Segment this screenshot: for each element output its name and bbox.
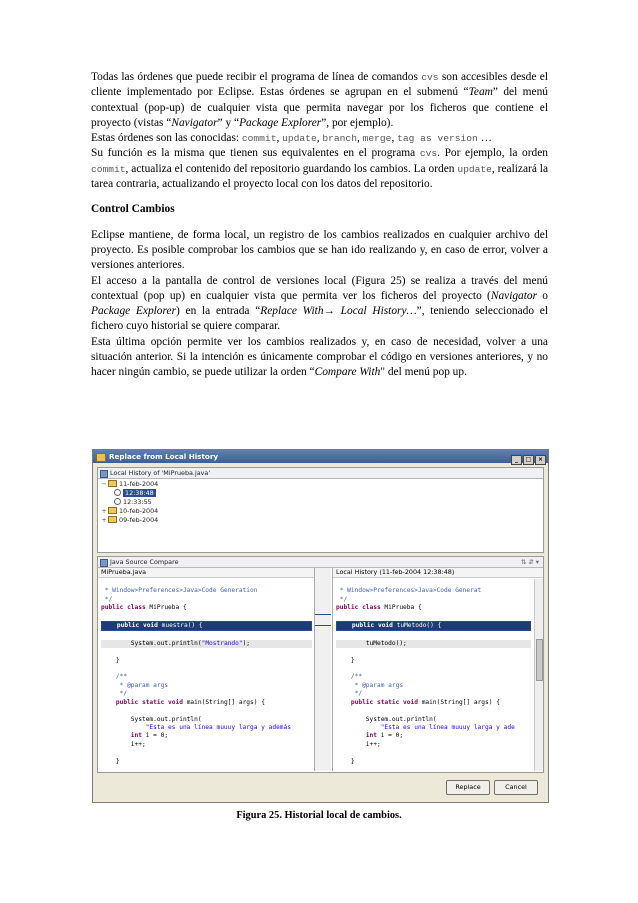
tree-item-date[interactable] (101, 480, 543, 489)
code-line: } (336, 757, 355, 765)
left-code-editor[interactable] (101, 579, 312, 769)
code-line: * Window>Preferences>Java>Code Generation (101, 587, 258, 595)
code-commit: commit (91, 163, 126, 175)
paragraph-local-history: Eclipse mantiene, de forma local, un registro de los cambios realizados en cualquier archivo del proyecto. Es posible comprobar los cambios que se han ido realizando y, en caso de error, volver a versiones anteriores. (91, 228, 548, 272)
text: ) en la entrada “ (176, 305, 261, 318)
code-line: System.out.println( (101, 715, 202, 723)
term-navigator: Navigator (171, 116, 218, 129)
panel-toolbar-icons[interactable]: ⇅ ⇵ ▾ (521, 558, 539, 566)
code-line: public class MiPrueba { (101, 604, 187, 612)
paragraph-access (91, 274, 548, 335)
tree-item-date[interactable] (101, 516, 543, 525)
tree-item-label: 10-feb-2004 (119, 507, 159, 515)
minimize-icon[interactable]: _ (511, 455, 522, 465)
local-history-panel (97, 467, 544, 553)
code-line: System.out.println( (336, 715, 437, 723)
text: … (477, 132, 493, 145)
scrollbar-thumb[interactable] (536, 639, 543, 681)
expander-icon[interactable]: + (101, 516, 107, 524)
replace-button[interactable]: Replace (446, 780, 490, 795)
code-line: } (101, 757, 120, 765)
code-line: public static void main(String[] args) { (101, 698, 265, 706)
folder-icon (108, 516, 117, 523)
term-navigator: Navigator (490, 289, 538, 302)
code-line: i++; (336, 740, 381, 748)
text: , realizará la tarea contraria, actualizando el proyecto local con los datos del repositorio. (91, 162, 548, 191)
panel-header (98, 557, 543, 568)
right-compare-pane (332, 568, 543, 771)
tree-item-label: 09-feb-2004 (119, 516, 159, 524)
code-cvs: cvs (419, 148, 438, 160)
cancel-button[interactable]: Cancel (494, 780, 538, 795)
code-line: tuMetodo(); (336, 640, 531, 648)
code-commit: commit (241, 133, 277, 145)
right-code-editor[interactable] (336, 579, 531, 769)
folder-icon (108, 480, 117, 487)
left-compare-pane (98, 568, 315, 771)
term-compare-with: Compare With (314, 366, 381, 379)
code-merge: merge (362, 133, 392, 145)
tree-item-time[interactable] (101, 498, 543, 507)
expander-icon[interactable]: + (101, 507, 107, 515)
paragraph-intro (91, 70, 548, 131)
clock-icon (114, 498, 121, 505)
text: Esta última opción permite ver los cambios realizados y, en caso de necesidad, volver a una situación anterior. Si la intención es únicamente comprobar el código en versiones anteriores, y no hacer ningún cambio, se puede utilizar la orden “ (91, 335, 548, 379)
maximize-icon[interactable]: □ (523, 455, 534, 465)
text: , actualiza el contenido del repositorio guardando los cambios. La orden (125, 162, 458, 175)
figure-caption: Figura 25. Historial local de cambios. (236, 810, 402, 821)
code-line: int i = 0; (101, 732, 169, 740)
code-line: * Window>Preferences>Java>Code Generat (336, 587, 482, 595)
text: ”, teniendo seleccionado el fichero cuyo historial se quiere comparar. (91, 305, 548, 333)
diff-highlight-line: public void tuMetodo() { (336, 621, 531, 631)
clock-icon (114, 489, 121, 496)
close-icon[interactable]: × (535, 455, 546, 465)
code-line: i++; (101, 740, 146, 748)
code-line: public static void main(String[] args) { (336, 698, 500, 706)
code-line: */ (101, 595, 113, 603)
tree-item-date[interactable] (101, 507, 543, 516)
tree-item-label: 11-feb-2004 (119, 480, 159, 488)
code-line: "Esta es una línea muuuy larga y ade (336, 723, 515, 731)
separator: , (316, 132, 323, 145)
code-line: public class MiPrueba { (336, 604, 422, 612)
separator: , (356, 132, 363, 145)
diff-connector (315, 614, 331, 626)
left-pane-title: MiPrueba.java (98, 568, 314, 578)
dialog-titlebar (93, 450, 548, 463)
paragraph-commands (91, 131, 548, 146)
code-branch: branch (322, 133, 357, 145)
history-tree (98, 479, 543, 525)
code-line: /** (101, 673, 128, 681)
text: Su función es la misma que tienen sus equivalentes en el programa (91, 147, 420, 160)
tree-item-label: 12:33:55 (123, 498, 152, 506)
replace-from-local-history-dialog (92, 449, 549, 803)
code-line: "Esta es una línea muuuy larga y además (101, 723, 291, 731)
compare-icon (100, 559, 108, 567)
term-local-history: Local History… (340, 305, 417, 318)
code-line: /** (336, 673, 363, 681)
code-line: */ (336, 595, 348, 603)
paragraph-function (91, 146, 548, 192)
text: . Por ejemplo, la orden (437, 147, 548, 160)
folder-icon (108, 507, 117, 514)
code-line: * @param args (336, 681, 404, 689)
code-line: int i = 0; (336, 732, 404, 740)
tree-item-time-selected[interactable] (101, 489, 543, 498)
term-replace-with: Replace With (260, 305, 324, 318)
code-tag-as-version: tag as version (397, 133, 478, 145)
text: ”, por ejemplo). (321, 116, 394, 129)
code-line: } (336, 656, 355, 664)
expander-icon[interactable]: − (101, 480, 107, 488)
diff-gutter (315, 568, 331, 771)
separator: , (276, 132, 283, 145)
panel-title: Java Source Compare (110, 558, 179, 566)
code-line: * @param args (101, 681, 169, 689)
code-line: System.out.println("Mostrando"); (101, 640, 312, 648)
text: Estas órdenes son las conocidas: (91, 132, 242, 145)
panel-title: Local History of 'MiPrueba.java' (110, 469, 211, 477)
paragraph-compare (91, 335, 548, 381)
code-line: */ (336, 690, 363, 698)
text: ” y “ (217, 116, 240, 129)
tree-item-label: 12:38:48 (125, 489, 154, 497)
separator: , (391, 132, 398, 145)
code-update: update (457, 163, 492, 175)
code-line: */ (101, 690, 128, 698)
text: ” del menú contextual (pop-up) de cualquier vista que permita navegar por los ficheros que contiene el proyecto (vistas “ (91, 86, 548, 129)
code-line: } (101, 656, 120, 664)
section-heading: Control Cambios (91, 203, 175, 216)
java-source-compare-panel (97, 556, 544, 773)
dialog-title: Replace from Local History (109, 452, 219, 461)
term-team: Team (468, 86, 493, 99)
text: o (537, 289, 549, 302)
text: El acceso a la pantalla de control de versiones local (Figura 25) se realiza a través del menú contextual (pop up) en cualquier vista que permita ver los ficheros del proyecto ( (91, 274, 548, 302)
panel-header (98, 468, 543, 479)
text: " del menú pop up. (380, 366, 467, 379)
document-body (91, 70, 548, 381)
diff-highlight-line: public void muestra() { (101, 621, 312, 631)
term-package-explorer: Package Explorer (91, 305, 177, 318)
code-update: update (282, 133, 317, 145)
text: Todas las órdenes que puede recibir el programa de línea de comandos (91, 71, 422, 83)
arrow-icon: → (323, 305, 341, 318)
vertical-scrollbar[interactable] (534, 579, 543, 771)
code-cvs: cvs (421, 72, 439, 83)
text: son accesibles desde el cliente implementado por Eclipse. Estas órdenes se agrupan en el submenú “ (91, 71, 548, 99)
eclipse-window-icon (96, 453, 106, 462)
term-package-explorer: Package Explorer (239, 116, 322, 129)
right-pane-title: Local History (11-feb-2004 12:38:48) (333, 568, 543, 578)
history-icon (100, 470, 108, 478)
